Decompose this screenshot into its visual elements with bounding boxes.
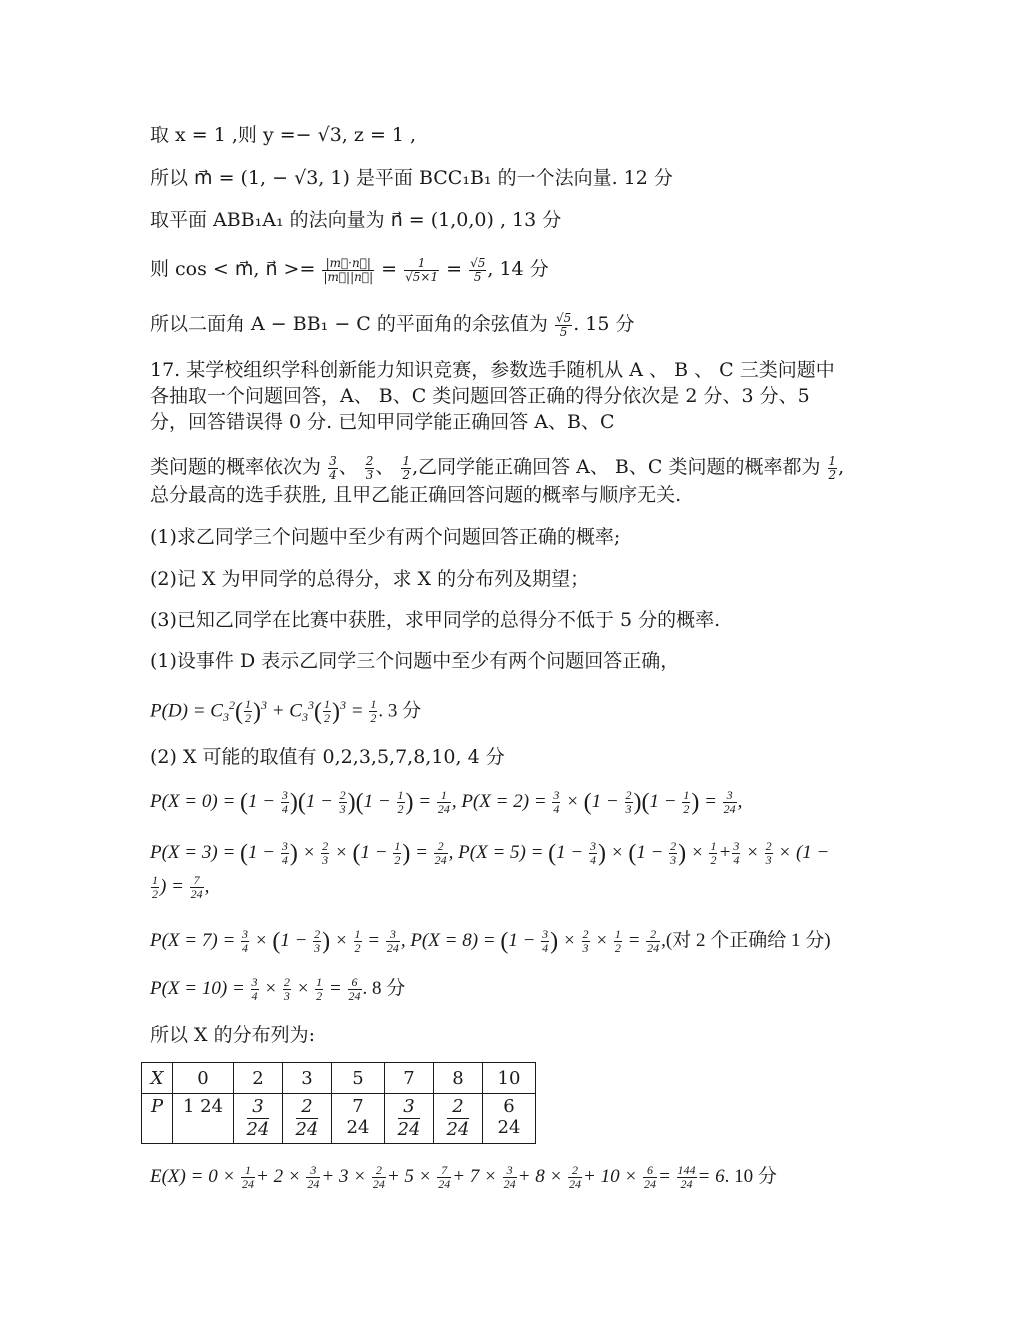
formula-line: P(X = 10) = $\frac{3}{4}$ × $\frac{2}{3}$ × $\frac{1}{2}$ = $\frac{6}{24}$ . 8 分 [150,975,406,1004]
formula-line: P(X = 7) = $\frac{3}{4}$ × (1 − $\frac{2}{3}$ ) × $\frac{1}{2}$ = $\frac{3}{24}$ , P(X = 8) = (1 − $\frac{3}{4}$ ) × $\frac{2}{3}$ × $\frac{1}{2}$ = $\frac{2}{24}$ ,(对 2 个正确给 1 分) [150,927,831,956]
question-17-line: 总分最高的选手获胜, 且甲乙能正确回答问题的概率与顺序无关. [150,484,682,506]
solution-line: (2) X 可能的取值有 0,2,3,5,7,8,10, 4 分 [150,746,505,768]
text-line: 取 x = 1 ,则 y =− √3, z = 1 , [150,124,417,146]
solution-line: (1)设事件 D 表示乙同学三个问题中至少有两个问题回答正确， [150,650,680,672]
table-cell: $\frac{3}{24}$ [385,1094,434,1144]
table-cell: 10 [483,1063,536,1094]
table-row [142,1063,536,1094]
sub-question: (3)已知乙同学在比赛中获胜，求甲同学的总得分不低于 5 分的概率. [150,609,721,631]
text-line: 取平面 ABB₁A₁ 的法向量为 n⃗ = (1,0,0) , 13 分 [150,209,562,231]
text-line: 所以二面角 A − BB₁ − C 的平面角的余弦值为 $\frac{√5}{5}$ . 15 分 [150,310,635,339]
expectation-formula: E(X) = 0 × $\frac{1}{24}$ + 2 × $\frac{3}{24}$ + 3 × $\frac{2}{24}$ + 5 × $\frac{7}{24}$ + 7 × $\frac{3}{24}$ + 8 × $\frac{2}{24}$ + 10 × $\frac{6}{24}$ = $\frac{144}{24}$ = 6. 10 分 [150,1163,777,1192]
table-cell: $\frac{3}{24}$ [234,1094,283,1144]
table-cell: 8 [434,1063,483,1094]
table-cell: 1 24 [173,1094,234,1144]
cos-formula-line: 则 cos < m⃗, n⃗ >= $\frac{|m⃗\cdot n⃗|}{|m⃗||n⃗|}$ = $\frac{1}{√5\times 1}$ = $\frac{√5}{5}$ , 14 分 [150,255,549,284]
table-cell: X [142,1063,173,1094]
table-cell: P [142,1094,173,1144]
question-17-line: 类问题的概率依次为 $\frac{3}{4}$ 、 $\frac{2}{3}$ 、 $\frac{1}{2}$ ,乙同学能正确回答 A、 B、C 类问题的概率都为 $\frac{1}{2}$ , [150,453,845,482]
table-cell: 3 [283,1063,332,1094]
formula-line: P(X = 3) = (1 − $\frac{3}{4}$ ) × $\frac{2}{3}$ × (1 − $\frac{1}{2}$ ) = $\frac{2}{24}$ , P(X = 5) = (1 − $\frac{3}{4}$ ) × (1 − $\frac{2}{3}$ ) × $\frac{1}{2}$ + $\frac{3}{4}$ × $\frac{2}{3}$ × (1 − [150,839,830,868]
formula-line: $P(D) = C_3^2$( $\frac{1}{2}$ )$^3 + C_3^3$( $\frac{1}{2}$ )$^3$ = $\frac{1}{2}$ . 3 分 [150,697,422,726]
question-17-line: 各抽取一个问题回答，A、 B、C 类问题回答正确的得分依次是 2 分、3 分、5 [150,385,810,407]
sub-question: (1)求乙同学三个问题中至少有两个问题回答正确的概率; [150,526,621,548]
text-line: 所以 m⃗ = (1, − √3, 1) 是平面 BCC₁B₁ 的一个法向量. 12 分 [150,167,673,189]
table-cell: 5 [332,1063,385,1094]
formula-line: P(X = 0) = (1 − $\frac{3}{4}$ )(1 − $\frac{2}{3}$ )(1 − $\frac{1}{2}$ ) = $\frac{1}{24}$ , P(X = 2) = $\frac{3}{4}$ × (1 − $\frac{2}{3}$ )(1 − $\frac{1}{2}$ ) = $\frac{3}{24}$ , [150,788,743,817]
table-cell: $\frac{2}{24}$ [434,1094,483,1144]
table-cell: 6 24 [483,1094,536,1144]
table-cell: 2 [234,1063,283,1094]
table-cell: 0 [173,1063,234,1094]
question-17-line: 17. 某学校组织学科创新能力知识竞赛，参数选手随机从 A 、 B 、 C 三类问题中 [150,359,835,381]
table-cell: 7 [385,1063,434,1094]
table-row [142,1094,536,1144]
table-cell: $\frac{2}{24}$ [283,1094,332,1144]
question-17-line: 分，回答错误得 0 分. 已知甲同学能正确回答 A、B、C [150,411,615,433]
distribution-table [141,1062,536,1144]
sub-question: (2)记 X 为甲同学的总得分，求 X 的分布列及期望； [150,568,590,590]
formula-line: $\frac{1}{2}$ ) = $\frac{7}{24}$ , [152,873,210,902]
table-cell: 7 24 [332,1094,385,1144]
solution-line: 所以 X 的分布列为: [150,1024,316,1046]
